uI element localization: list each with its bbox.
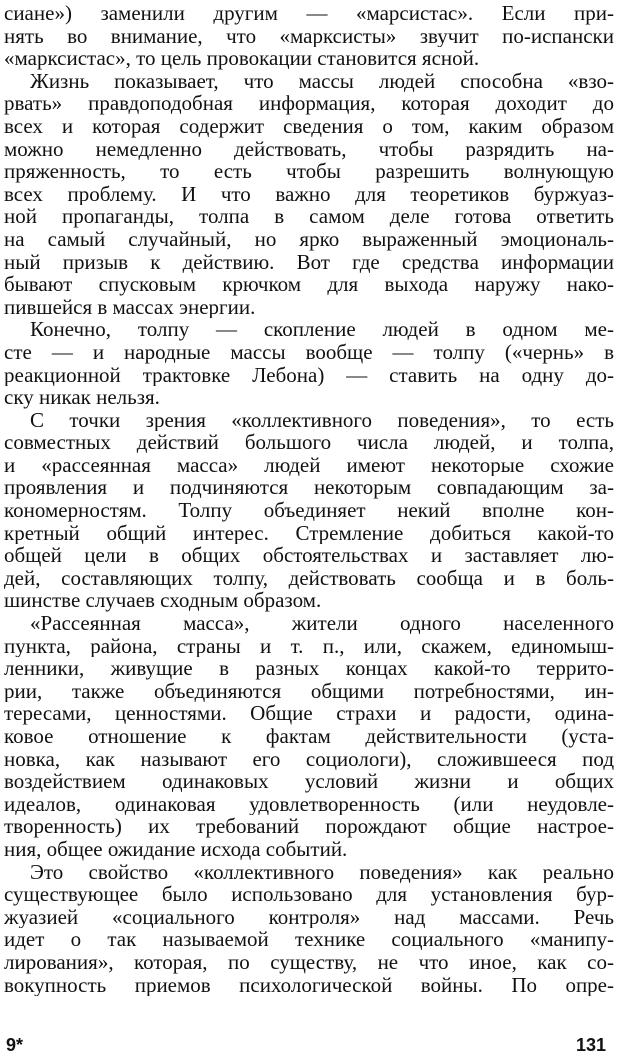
text-line: на самый случайный, но ярко выраженный эмоциональ- bbox=[4, 227, 614, 251]
text-line: бывают спусковым крючком для выхода наружу нако- bbox=[4, 273, 614, 296]
text-line: «марксистас», то цель провокации становится ясной. bbox=[4, 47, 480, 70]
text-line: сте — и народные массы вообще — толпу («чернь» в bbox=[4, 340, 614, 364]
text-line: сиане») заменили другим — «марсистас». Если при- bbox=[4, 2, 614, 25]
text-line: кретный общий интерес. Стремление добиться какой-то bbox=[4, 521, 614, 545]
text-line: С точки зрения «коллективного поведения», то есть bbox=[30, 408, 614, 432]
text-line: тересами, ценностями. Общие страхи и радости, одина- bbox=[4, 702, 614, 725]
text-line: всех и которая содержит сведения о том, каким образом bbox=[4, 114, 614, 138]
text-line: всех проблему. И что важно для теоретиков буржуаз- bbox=[4, 182, 614, 206]
text-line: рвать» правдоподобная информация, которая доходит до bbox=[4, 92, 614, 115]
text-line: совместных действий большого числа людей, и толпа, bbox=[4, 431, 614, 454]
text-line: идет о так называемой технике социального «манипу- bbox=[4, 928, 614, 951]
text-line: Конечно, толпу — скопление людей в одном ме- bbox=[30, 318, 614, 341]
text-line: ску никак нельзя. bbox=[4, 386, 160, 409]
text-line: реакционной трактовке Лебона) — ставить на одну до- bbox=[4, 363, 614, 387]
text-line: общей цели в общих обстоятельствах и заставляет лю- bbox=[4, 544, 614, 567]
text-line: творенность) их требований порождают общие настрое- bbox=[4, 815, 614, 838]
text-line: ния, общее ожидание исхода событий. bbox=[4, 837, 348, 861]
text-line: существующее было использовано для установления бур- bbox=[4, 883, 614, 906]
text-line: пившейся в массах энергии. bbox=[4, 295, 256, 319]
text-line: ленники, живущие в разных концах какой-то террито- bbox=[4, 657, 614, 680]
text-line: ной пропаганды, толпа в самом деле готова ответить bbox=[4, 205, 614, 228]
text-line: пряженность, то есть чтобы разрешить волнующую bbox=[4, 160, 614, 183]
text-line: шинстве случаев сходным образом. bbox=[4, 589, 322, 613]
text-line: воздействием одинаковых условий жизни и общих bbox=[4, 770, 614, 793]
text-line: рии, также объединяются общими потребностями, ин- bbox=[4, 679, 614, 703]
text-line: пункта, района, страны и т. п., или, скажем, единомыш- bbox=[4, 634, 614, 658]
text-line: «Рассеянная масса», жители одного населенного bbox=[30, 612, 614, 635]
text-line: и «рассеянная масса» людей имеют некоторые схожие bbox=[4, 453, 614, 477]
text-line: ный призыв к действию. Вот где средства информации bbox=[4, 250, 614, 274]
text-line: нять во внимание, что «марксисты» звучит по-испански bbox=[4, 24, 614, 48]
body-text bbox=[4, 2, 614, 996]
text-line: лирования», которая, по существу, не что иное, как со- bbox=[4, 950, 614, 974]
text-line: идеалов, одинаковая удовлетворенность (или неудовле- bbox=[4, 792, 614, 816]
text-line: ковое отношение к фактам действительности (уста- bbox=[4, 725, 614, 748]
text-line: новка, как называют его социологи), сложившееся под bbox=[4, 747, 614, 771]
text-line: можно немедленно действовать, чтобы разрядить на- bbox=[4, 137, 614, 161]
signature-mark: 9* bbox=[6, 1035, 24, 1055]
text-line: жуазией «социального контроля» над массами. Речь bbox=[4, 905, 614, 929]
text-line: Это свойство «коллективного поведения» как реально bbox=[30, 860, 614, 884]
text-line: вокупность приемов психологической войны. По опре- bbox=[4, 973, 614, 997]
text-line: проявления и подчиняются некоторым совпадающим за- bbox=[4, 476, 614, 500]
page-number: 131 bbox=[575, 1035, 606, 1055]
text-line: кономерностям. Толпу объединяет некий вполне кон- bbox=[4, 499, 614, 522]
page-footer bbox=[6, 1035, 606, 1059]
text-line: Жизнь показывает, что массы людей способна «взо- bbox=[30, 69, 614, 93]
text-line: дей, составляющих толпу, действовать сообща и в боль- bbox=[4, 566, 614, 590]
